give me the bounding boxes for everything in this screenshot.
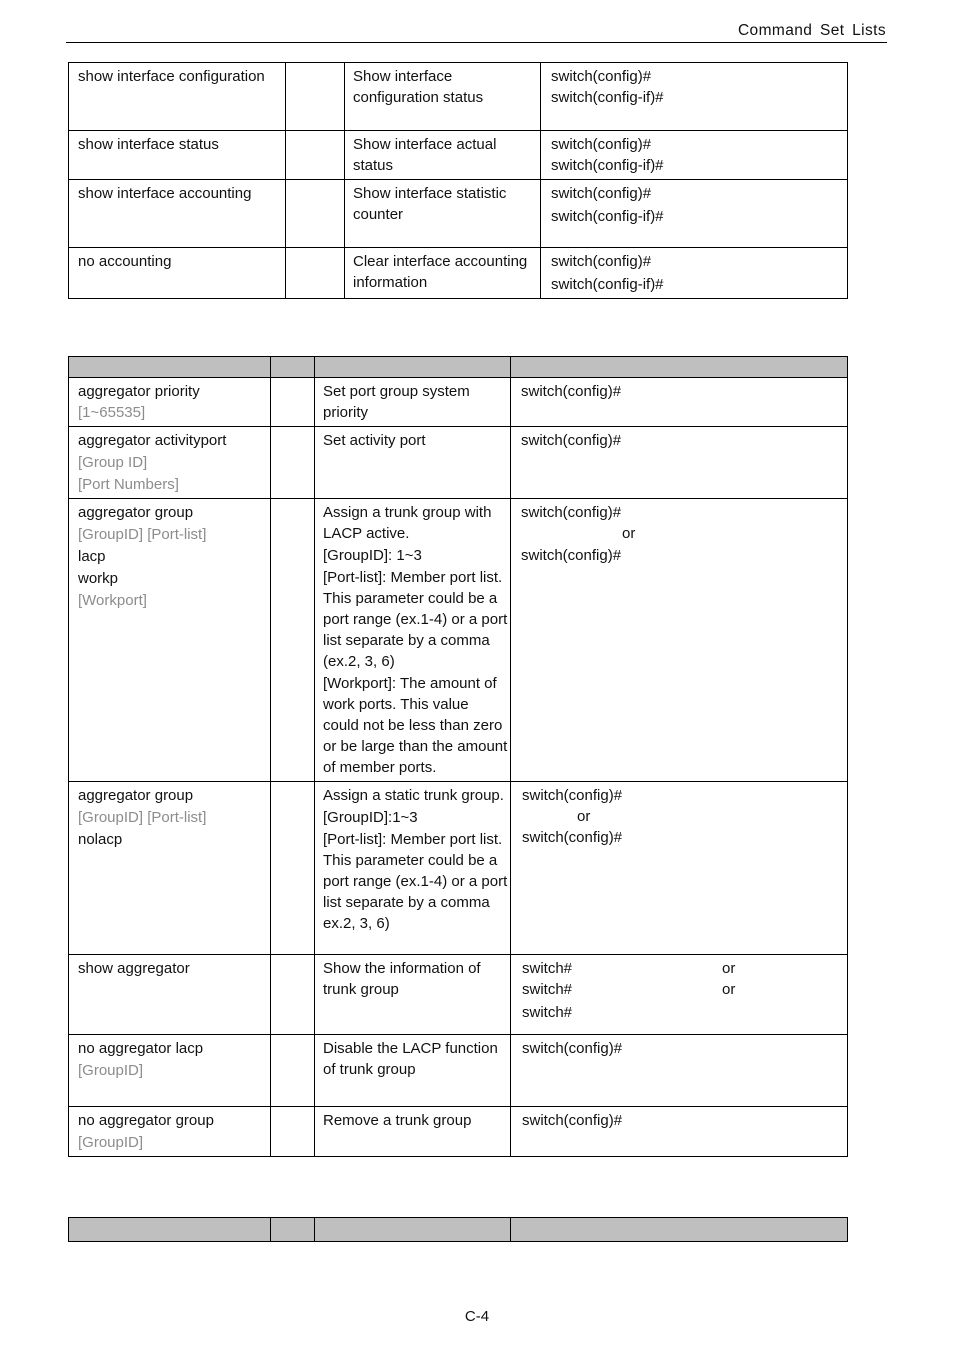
parameter-line: [GroupID] [Port-list] xyxy=(78,526,207,543)
page-header-title: Command Set Lists xyxy=(737,22,886,39)
level-cell xyxy=(286,180,345,248)
table-row xyxy=(69,499,848,782)
mode-line: switch(config-if)# xyxy=(551,208,664,225)
mode-line-group xyxy=(521,979,841,1000)
description-cell xyxy=(315,499,511,782)
description-cell: Show interface actual status xyxy=(345,131,541,180)
description-cell: Set activity port xyxy=(315,427,511,499)
mode-cell xyxy=(511,782,848,955)
header-cell xyxy=(511,357,848,378)
level-cell xyxy=(271,378,315,427)
command-line: aggregator activityport xyxy=(78,432,227,449)
header-cell xyxy=(315,1218,511,1242)
parameter-line: [Port Numbers] xyxy=(78,476,179,493)
command-cell: show interface accounting xyxy=(69,180,286,248)
mode-line: switch# xyxy=(522,960,573,977)
mode-line: switch(config-if)# xyxy=(551,89,664,106)
mode-cell xyxy=(511,378,848,427)
command-line: show aggregator xyxy=(78,960,190,977)
command-line: lacp xyxy=(78,548,106,565)
mode-line: switch(config)# xyxy=(521,432,622,449)
mode-cell xyxy=(511,1035,848,1107)
header-cell xyxy=(69,357,271,378)
table-row xyxy=(69,427,848,499)
command-cell xyxy=(69,1035,271,1107)
command-line: aggregator group xyxy=(78,504,194,521)
mode-line: switch(config)# xyxy=(551,68,652,85)
table-row xyxy=(69,248,848,299)
command-cell: show interface configuration xyxy=(69,63,286,131)
description-line: [Port-list]: Member port list. This parameter could be a port range (ex.1-4) or a port list separate by a comma (ex.2, 3, 6) xyxy=(323,569,508,670)
command-line: no aggregator lacp xyxy=(78,1040,204,1057)
table-row xyxy=(69,180,848,248)
parameter-line: [GroupID] xyxy=(78,1134,144,1151)
page-number: C-4 xyxy=(464,1308,490,1325)
description-line: Assign a trunk group with LACP active. xyxy=(323,504,492,542)
level-cell xyxy=(271,782,315,955)
command-cell xyxy=(69,427,271,499)
table-row xyxy=(69,1107,848,1157)
mode-cell xyxy=(511,1107,848,1157)
table-row xyxy=(69,378,848,427)
description-cell: Disable the LACP function of trunk group xyxy=(315,1035,511,1107)
command-line: no aggregator group xyxy=(78,1112,214,1129)
description-cell: Show interface configuration status xyxy=(345,63,541,131)
header-cell xyxy=(511,1218,848,1242)
mode-cell xyxy=(541,63,848,131)
parameter-line: [Group ID] xyxy=(78,454,148,471)
mode-line: switch(config)# xyxy=(522,829,623,846)
mode-line: switch(config)# xyxy=(551,253,652,270)
mode-line: switch# xyxy=(522,1004,573,1021)
mode-line: switch(config-if)# xyxy=(551,276,664,293)
mode-line-group xyxy=(521,958,841,979)
table-row xyxy=(69,955,848,1035)
command-line: aggregator priority xyxy=(78,383,200,400)
mode-cell xyxy=(541,248,848,299)
description-line: [Workport]: The amount of work ports. This value could not be less than zero or be large than the amount of member ports. xyxy=(323,675,508,776)
description-cell: Clear interface accounting information xyxy=(345,248,541,299)
command-cell xyxy=(69,378,271,427)
mode-line: switch(config-if)# xyxy=(551,157,664,174)
description-line: [GroupID]: 1~3 xyxy=(323,547,422,564)
command-cell xyxy=(69,1107,271,1157)
level-cell xyxy=(271,955,315,1035)
mode-line: switch(config)# xyxy=(521,383,622,400)
parameter-line: [GroupID] xyxy=(78,1062,144,1079)
command-line: workp xyxy=(78,570,119,587)
mode-cell xyxy=(541,180,848,248)
description-cell: Show interface statistic counter xyxy=(345,180,541,248)
mode-cell xyxy=(541,131,848,180)
header-cell xyxy=(271,1218,315,1242)
mode-line: switch(config)# xyxy=(522,787,623,804)
mode-cell xyxy=(511,427,848,499)
aggregator-command-table xyxy=(68,356,848,1157)
mode-cell xyxy=(511,955,848,1035)
header-divider xyxy=(66,42,887,43)
level-cell xyxy=(271,427,315,499)
mode-line: switch(config)# xyxy=(551,136,652,153)
mode-line: switch(config)# xyxy=(522,1040,623,1057)
level-cell xyxy=(271,499,315,782)
level-cell xyxy=(286,248,345,299)
table-row xyxy=(69,1035,848,1107)
command-cell: no accounting xyxy=(69,248,286,299)
description-line: [GroupID]:1~3 xyxy=(323,809,418,826)
table-row xyxy=(69,131,848,180)
parameter-line: [Workport] xyxy=(78,592,147,609)
header-cell xyxy=(271,357,315,378)
mode-line: switch(config)# xyxy=(521,547,622,564)
mode-line: switch# xyxy=(522,981,573,998)
description-cell: Set port group system priority xyxy=(315,378,511,427)
level-cell xyxy=(271,1107,315,1157)
command-cell xyxy=(69,499,271,782)
table-header-row xyxy=(69,1218,848,1242)
mode-or-text: or xyxy=(577,808,591,825)
header-cell xyxy=(315,357,511,378)
command-cell: show interface status xyxy=(69,131,286,180)
mode-or-text: or xyxy=(722,960,736,977)
parameter-line: [1~65535] xyxy=(78,404,146,421)
mode-or-text: or xyxy=(722,981,736,998)
parameter-line: [GroupID] [Port-list] xyxy=(78,809,207,826)
level-cell xyxy=(286,131,345,180)
table-header-row xyxy=(69,357,848,378)
description-cell: Remove a trunk group xyxy=(315,1107,511,1157)
command-line: aggregator group xyxy=(78,787,194,804)
table-row xyxy=(69,63,848,131)
description-line: Assign a static trunk group. xyxy=(323,787,504,804)
level-cell xyxy=(271,1035,315,1107)
table-row xyxy=(69,782,848,955)
mode-line: switch(config)# xyxy=(521,504,622,521)
mode-or-text: or xyxy=(622,525,636,542)
description-cell xyxy=(315,782,511,955)
command-cell xyxy=(69,955,271,1035)
description-cell: Show the information of trunk group xyxy=(315,955,511,1035)
command-line: nolacp xyxy=(78,831,123,848)
level-cell xyxy=(286,63,345,131)
command-cell xyxy=(69,782,271,955)
description-line: [Port-list]: Member port list. This parameter could be a port range (ex.1-4) or a port list separate by a comma ex.2, 3, 6) xyxy=(323,831,508,932)
mode-line: switch(config)# xyxy=(522,1112,623,1129)
next-command-table xyxy=(68,1217,848,1242)
header-cell xyxy=(69,1218,271,1242)
interface-command-table xyxy=(68,62,848,299)
mode-line: switch(config)# xyxy=(551,185,652,202)
mode-cell xyxy=(511,499,848,782)
